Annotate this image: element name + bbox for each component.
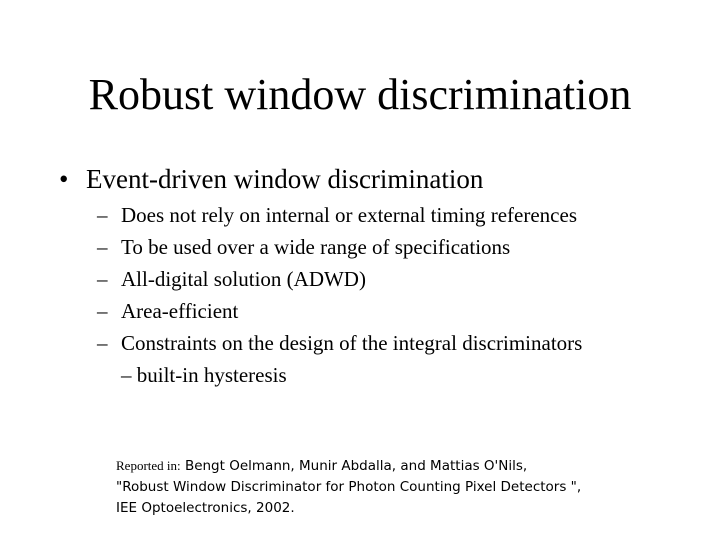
bullet-dot-icon: • bbox=[59, 164, 69, 194]
reference-lead: Reported in: bbox=[116, 458, 181, 473]
slide-title: Robust window discrimination bbox=[88, 70, 632, 119]
sub-bullet bbox=[97, 295, 691, 327]
sub-bullet-continuation: – built-in hysteresis bbox=[121, 363, 287, 387]
dash-icon: – bbox=[97, 267, 108, 291]
reference-line-1 bbox=[116, 455, 581, 477]
reference-venue: IEE Optoelectronics, 2002. bbox=[116, 500, 295, 516]
sub-bullet-text: Does not rely on internal or external timing references bbox=[121, 203, 577, 227]
reference-paper-title: "Robust Window Discriminator for Photon Counting Pixel Detectors ", bbox=[116, 479, 582, 495]
sub-bullet bbox=[97, 199, 691, 231]
dash-icon: – bbox=[97, 331, 108, 355]
sub-bullet-text: Area-efficient bbox=[121, 299, 239, 323]
sub-bullet-text: All-digital solution (ADWD) bbox=[121, 267, 366, 291]
sub-bullet-text: To be used over a wide range of specifications bbox=[121, 235, 511, 259]
sub-bullet-list bbox=[97, 199, 691, 391]
sub-bullet bbox=[97, 263, 691, 295]
reference-authors: Bengt Oelmann, Munir Abdalla, and Mattias O'Nils, bbox=[184, 458, 528, 474]
dash-icon: – bbox=[97, 235, 108, 259]
main-bullet bbox=[59, 162, 484, 196]
sub-bullet bbox=[97, 327, 691, 391]
dash-icon: – bbox=[97, 203, 108, 227]
reference-citation bbox=[116, 455, 581, 519]
dash-icon: – bbox=[97, 299, 108, 323]
sub-bullet-text: Constraints on the design of the integral discriminators bbox=[121, 331, 583, 355]
main-bullet-text: Event-driven window discrimination bbox=[86, 164, 484, 194]
sub-bullet bbox=[97, 231, 691, 263]
